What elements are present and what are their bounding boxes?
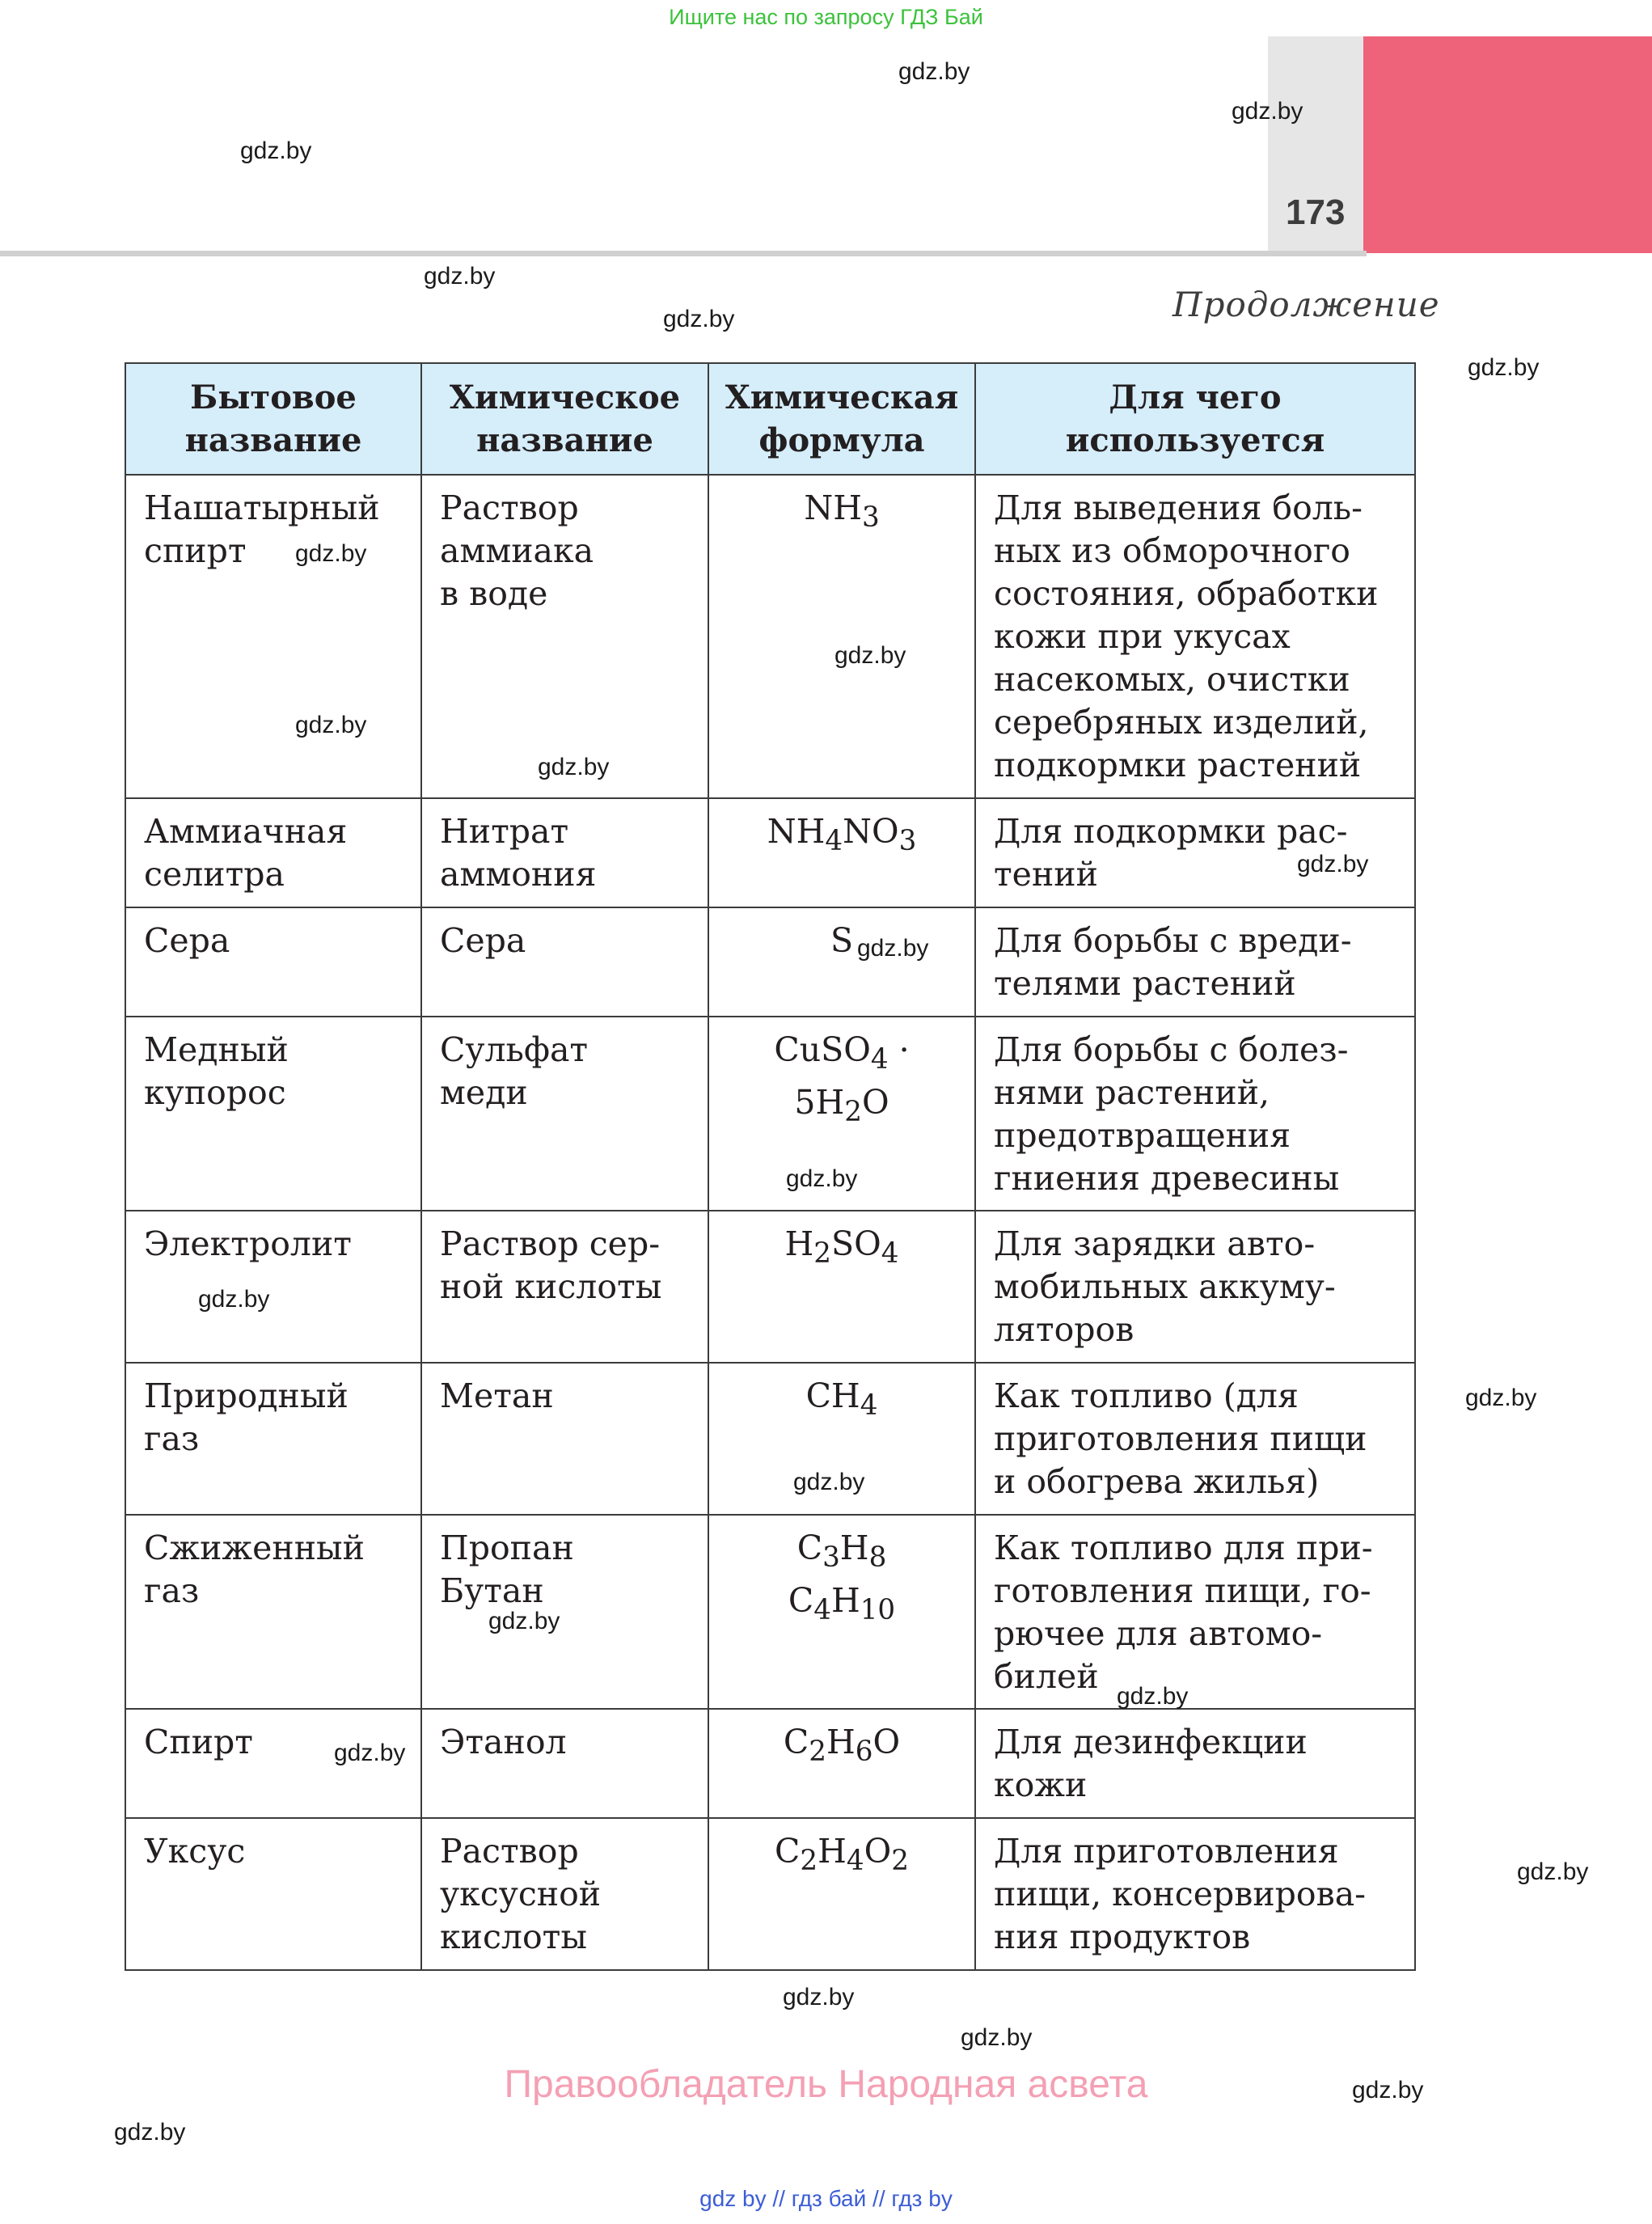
- cell-usage: Для подкормки рас- тений: [975, 798, 1415, 907]
- cell-formula: $H_2SO_4$: [708, 1211, 975, 1363]
- watermark: gdz.by: [961, 2024, 1033, 2051]
- watermark: gdz.by: [1117, 1683, 1189, 1710]
- cell-chemical-name: Пропан Бутан: [421, 1515, 708, 1709]
- table-header-row: [125, 363, 1415, 475]
- table-row: [125, 1363, 1415, 1515]
- cell-usage: Для борьбы с болез- нями растений, предотвращения гниения древесины: [975, 1017, 1415, 1211]
- table-row: [125, 798, 1415, 907]
- watermark: gdz.by: [898, 58, 970, 85]
- cell-usage: Для дезинфекции кожи: [975, 1709, 1415, 1818]
- cell-formula: $NH_4NO_3$: [708, 798, 975, 907]
- header-chemical-formula: Химическая формула: [708, 363, 975, 475]
- header-rule: [0, 251, 1367, 256]
- top-banner[interactable]: Ищите нас по запросу ГДЗ Бай: [669, 5, 983, 29]
- table-row: [125, 475, 1415, 798]
- watermark: gdz.by: [1232, 98, 1303, 125]
- cell-formula: CuSO$_4$ · $5H_2O$: [708, 1017, 975, 1211]
- table-row: [125, 1515, 1415, 1709]
- cell-common-name: Сера: [125, 907, 421, 1017]
- cell-chemical-name: Нитрат аммония: [421, 798, 708, 907]
- cell-formula: $CH_4$: [708, 1363, 975, 1515]
- watermark: gdz.by: [1465, 1385, 1537, 1411]
- watermark: gdz.by: [295, 540, 367, 567]
- cell-chemical-name: Сульфат меди: [421, 1017, 708, 1211]
- cell-formula: S: [708, 907, 975, 1017]
- header-chemical-name: Химическое название: [421, 363, 708, 475]
- watermark: gdz.by: [114, 2119, 186, 2146]
- watermark: gdz.by: [1297, 851, 1369, 877]
- cell-usage: Как топливо для при- готовления пищи, го- рючее для автомо- билей: [975, 1515, 1415, 1709]
- watermark: gdz.by: [334, 1740, 406, 1766]
- cell-chemical-name: Этанол: [421, 1709, 708, 1818]
- copyright-footer: Правообладатель Народная асвета: [504, 2063, 1148, 2106]
- watermark: gdz.by: [663, 306, 735, 332]
- pink-chapter-tab: [1363, 36, 1652, 253]
- watermark: gdz.by: [1468, 354, 1540, 381]
- cell-common-name: Аммиачная селитра: [125, 798, 421, 907]
- watermark: gdz.by: [1352, 2077, 1424, 2103]
- continuation-label: Продолжение: [1172, 285, 1440, 324]
- cell-chemical-name: Раствор уксусной кислоты: [421, 1818, 708, 1970]
- cell-common-name: Природный газ: [125, 1363, 421, 1515]
- table-row: [125, 907, 1415, 1017]
- cell-formula: $C_3H_8$ $C_4H_{10}$: [708, 1515, 975, 1709]
- watermark: gdz.by: [295, 712, 367, 738]
- watermark: gdz.by: [857, 935, 929, 962]
- watermark: gdz.by: [240, 137, 312, 164]
- cell-common-name: Сжиженный газ: [125, 1515, 421, 1709]
- table-row: [125, 1818, 1415, 1970]
- header-common-name: Бытовое название: [125, 363, 421, 475]
- cell-chemical-name: Метан: [421, 1363, 708, 1515]
- table-row: [125, 1017, 1415, 1211]
- cell-usage: Для выведения боль- ных из обморочного состояния, обработки кожи при укусах насекомых, очистки серебряных изделий, подкормки растений: [975, 475, 1415, 798]
- watermark: gdz.by: [198, 1286, 270, 1313]
- cell-chemical-name: Раствор аммиака в воде: [421, 475, 708, 798]
- cell-usage: Для приготовления пищи, консервирова- ния продуктов: [975, 1818, 1415, 1970]
- cell-common-name: Спирт: [125, 1709, 421, 1818]
- cell-usage: Как топливо (для приготовления пищи и обогрева жилья): [975, 1363, 1415, 1515]
- watermark: gdz.by: [783, 1984, 855, 2010]
- bottom-links[interactable]: gdz by // гдз бай // гдз by: [699, 2186, 953, 2211]
- cell-usage: Для борьбы с вреди- телями растений: [975, 907, 1415, 1017]
- watermark: gdz.by: [424, 263, 496, 290]
- cell-chemical-name: Сера: [421, 907, 708, 1017]
- cell-usage: Для зарядки авто- мобильных аккуму- ляторов: [975, 1211, 1415, 1363]
- table-row: [125, 1211, 1415, 1363]
- page-number: 173: [1286, 192, 1346, 232]
- cell-common-name: Электролит: [125, 1211, 421, 1363]
- cell-common-name: Уксус: [125, 1818, 421, 1970]
- cell-formula: $C_2H_6O$: [708, 1709, 975, 1818]
- cell-common-name: Медный купорос: [125, 1017, 421, 1211]
- cell-formula: $NH_3$: [708, 475, 975, 798]
- cell-formula: $C_2H_4O_2$: [708, 1818, 975, 1970]
- cell-chemical-name: Раствор сер- ной кислоты: [421, 1211, 708, 1363]
- watermark: gdz.by: [793, 1469, 865, 1495]
- watermark: gdz.by: [786, 1165, 858, 1192]
- table-row: [125, 1709, 1415, 1818]
- watermark: gdz.by: [488, 1608, 560, 1634]
- header-usage: Для чего используется: [975, 363, 1415, 475]
- cell-common-name: Нашатырный спирт: [125, 475, 421, 798]
- watermark: gdz.by: [538, 754, 610, 780]
- substances-table: [125, 362, 1416, 1971]
- watermark: gdz.by: [834, 642, 906, 669]
- watermark: gdz.by: [1517, 1858, 1589, 1885]
